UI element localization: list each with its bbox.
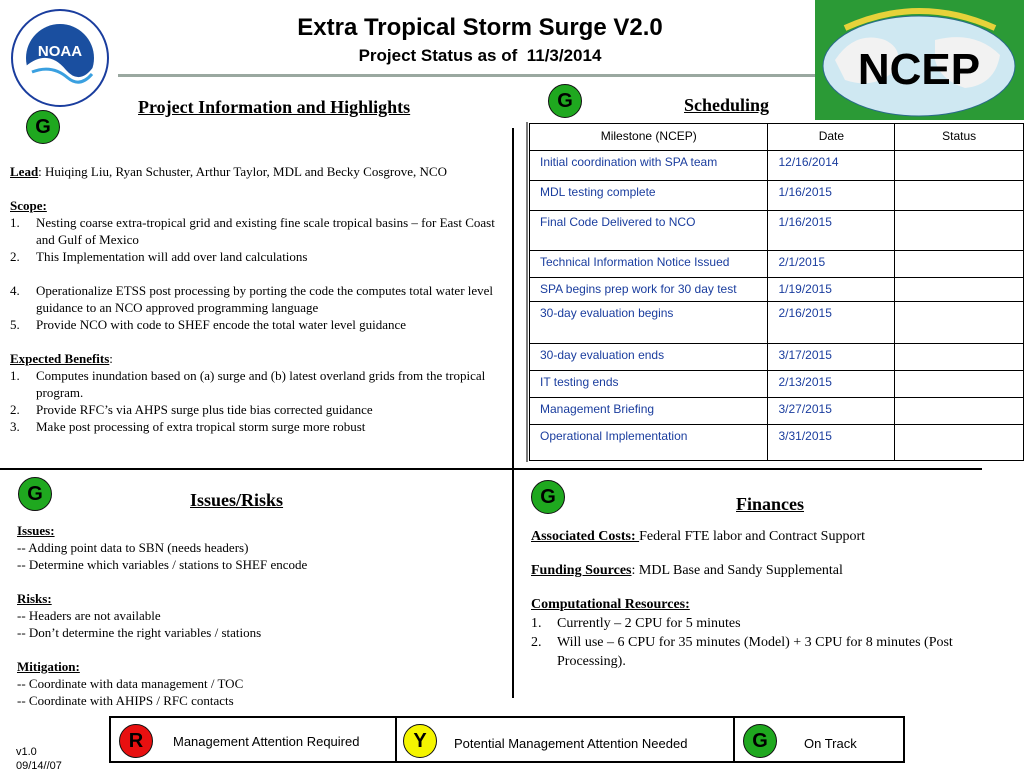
issues-label: Issues: (17, 523, 55, 538)
issues-heading: Issues/Risks (190, 490, 284, 510)
svg-text:NOAA: NOAA (37, 43, 83, 60)
scope-list (10, 214, 506, 333)
section-divider (0, 468, 982, 470)
svg-text:NCEP: NCEP (857, 45, 981, 94)
project-info-heading: Project Information and Highlights (138, 97, 411, 117)
list-item: -- Don’t determine the right variables / stations (17, 625, 262, 640)
column-divider (512, 128, 514, 469)
legend-divider (733, 718, 735, 763)
benefits-label: Expected Benefits (10, 351, 110, 366)
legend-yellow-label: Potential Management Attention Needed (454, 736, 688, 751)
lead-line (10, 163, 506, 180)
scope-label: Scope: (10, 198, 47, 213)
costs-line: Associated Costs: Federal FTE labor and Contract Support (531, 529, 866, 544)
list-item: -- Coordinate with AHIPS / RFC contacts (17, 693, 234, 708)
list-item: 1. Computes inundation based on (a) surge and (b) latest overland grids from the tropical program. (10, 368, 486, 400)
table-row: Initial coordination with SPA team 12/16/2014 (530, 151, 1024, 181)
resources-list (531, 614, 1011, 671)
header-divider (118, 74, 818, 77)
list-item: -- Adding point data to SBN (needs headers) (17, 540, 249, 555)
legend-red-indicator: R (119, 724, 153, 758)
project-status-indicator: G (26, 110, 60, 144)
scheduling-status-indicator: G (548, 84, 582, 118)
page-title: Extra Tropical Storm Surge V2.0 (297, 14, 663, 41)
legend-red-label: Management Attention Required (173, 734, 360, 749)
list-item: 4. Operationalize ETSS post processing by porting the code the computes total water level guidance to an NCO approved programming language (10, 283, 494, 315)
column-divider (512, 470, 514, 698)
benefits-list (10, 367, 506, 435)
issues-status-indicator: G (18, 477, 52, 511)
ncep-logo (815, 0, 1024, 120)
table-row: Technical Information Notice Issued 2/1/2015 (530, 251, 1024, 278)
resources-label: Computational Resources: (531, 597, 690, 612)
table-row: Management Briefing 3/27/2015 (530, 398, 1024, 425)
finances-body (531, 527, 1011, 671)
column-header: Date (768, 124, 895, 151)
status-legend (109, 716, 905, 763)
risks-label: Risks: (17, 591, 52, 606)
noaa-logo (8, 8, 112, 108)
issues-body (17, 522, 497, 709)
lead-label: Lead (10, 164, 39, 179)
project-info-body (10, 163, 506, 435)
mitigation-label: Mitigation: (17, 659, 80, 674)
legend-divider (395, 718, 397, 763)
list-item: 2. Will use – 6 CPU for 35 minutes (Model) + 3 CPU for 8 minutes (Post Processing). (531, 635, 953, 669)
scheduling-heading: Scheduling (684, 95, 770, 115)
column-divider (526, 122, 528, 462)
lead-text: : Huiqing Liu, Ryan Schuster, Arthur Taylor, MDL and Becky Cosgrove, NCO (38, 164, 447, 179)
list-item: -- Determine which variables / stations to SHEF encode (17, 557, 308, 572)
list-item: 3. Make post processing of extra tropical storm surge more robust (10, 419, 366, 434)
benefits-line: Expected Benefits: (10, 351, 113, 366)
table-row: IT testing ends 2/13/2015 (530, 371, 1024, 398)
table-header-row (530, 124, 1024, 151)
legend-yellow-indicator: Y (403, 724, 437, 758)
table-row: Operational Implementation 3/31/2015 (530, 425, 1024, 461)
list-item: -- Coordinate with data management / TOC (17, 676, 244, 691)
list-item: 2. Provide RFC’s via AHPS surge plus tide bias corrected guidance (10, 402, 373, 417)
list-item: 1. Nesting coarse extra-tropical grid and existing fine scale tropical basins – for East Coast and Gulf of Mexico (10, 215, 495, 247)
table-row: SPA begins prep work for 30 day test 1/19/2015 (530, 278, 1024, 302)
list-item: 5. Provide NCO with code to SHEF encode the total water level guidance (10, 317, 407, 332)
list-item: -- Headers are not available (17, 608, 161, 623)
funding-line: Funding Sources: MDL Base and Sandy Supplemental (531, 563, 843, 578)
column-header: Milestone (NCEP) (530, 124, 768, 151)
finances-status-indicator: G (531, 480, 565, 514)
table-row: 30-day evaluation begins 2/16/2015 (530, 302, 1024, 344)
legend-green-label: On Track (804, 736, 857, 751)
schedule-table (529, 123, 1024, 461)
table-row: 30-day evaluation ends 3/17/2015 (530, 344, 1024, 371)
column-header: Status (895, 124, 1024, 151)
table-row: Final Code Delivered to NCO 1/16/2015 (530, 211, 1024, 251)
list-item: 1. Currently – 2 CPU for 5 minutes (531, 616, 741, 631)
list-item: 2. This Implementation will add over land calculations (10, 249, 308, 264)
funding-label: Funding Sources (531, 563, 632, 578)
finances-heading: Finances (736, 494, 805, 514)
legend-green-indicator: G (743, 724, 777, 758)
version-date: 09/14//07 (16, 760, 62, 772)
table-row: MDL testing complete 1/16/2015 (530, 181, 1024, 211)
page-subtitle: Project Status as of 11/3/2014 (358, 46, 602, 65)
version-label: v1.0 (16, 746, 37, 758)
costs-label: Associated Costs: (531, 529, 640, 544)
